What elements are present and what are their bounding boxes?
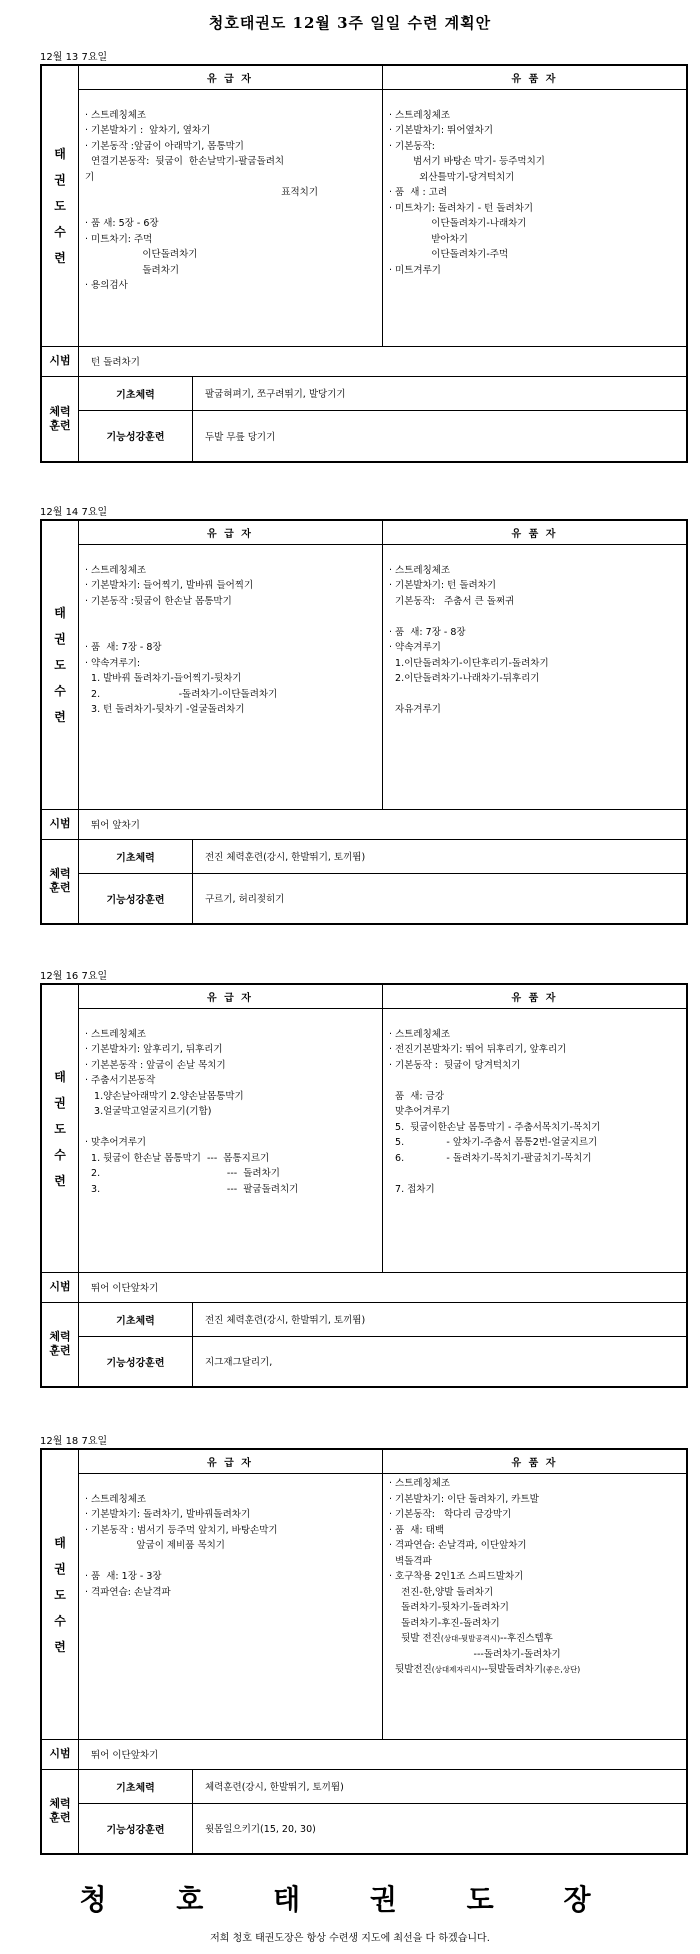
side-label-demo: 시범 [49, 1280, 71, 1293]
curriculum-line: · 스트레칭체조 [389, 1478, 451, 1489]
curriculum-line: 이단돌려차기 [85, 249, 198, 260]
basic-fitness-content: 전진 체력훈련(강시, 한발뛰기, 토끼뜀) [205, 1315, 366, 1326]
curriculum-line: 2. --- 돌려차기 [85, 1168, 280, 1179]
curriculum-line: 3.얼굴막고얼굴지르기(기합) [85, 1106, 212, 1117]
curriculum-line [85, 92, 375, 108]
curriculum-line: · 용의검사 [85, 280, 128, 291]
curriculum-line: 맞추어겨루기 [389, 1106, 451, 1117]
curriculum-line: · 품 새: 1장 - 3장 [85, 1571, 162, 1582]
side-char: 태 [54, 1069, 66, 1084]
curriculum-line: · 품 새: 5장 - 6장 [85, 218, 159, 229]
curriculum-line: · 품 새: 7장 - 8장 [85, 642, 162, 653]
curriculum-line: 뒷발 전진(상대-뒷발공격시)--후진스텝후 [389, 1633, 553, 1644]
label-functional: 기능성강훈련 [106, 1824, 165, 1836]
curriculum-line: · 기본발차기: 이단 돌려차기, 카트발 [389, 1493, 539, 1505]
curriculum-line: 자유겨루기 [389, 704, 441, 715]
side-char: 련 [54, 1173, 66, 1188]
curriculum-line: · 스트레칭체조 [85, 1493, 147, 1505]
side-label-training [42, 521, 78, 809]
curriculum-line [85, 547, 375, 563]
curriculum-line: · 미트차기: 주먹 [85, 233, 153, 245]
side-char: 권 [54, 1561, 66, 1576]
side-label-training [42, 1450, 78, 1739]
curriculum-line [85, 1476, 375, 1492]
side-char: 도 [54, 658, 66, 672]
curriculum-line: · 주춤서기본동작 [85, 1075, 156, 1086]
side-label-training [42, 66, 78, 346]
day-date: 12월 16 7요일 [40, 971, 108, 982]
side-char: 수 [54, 684, 66, 698]
curriculum-line: · 기본발차기: 들어찍기, 발바꿔 들어찍기 [85, 580, 254, 591]
curriculum-line: · 기본발차기: 뛰어옆차기 [389, 125, 494, 136]
curriculum-line: · 기본동작: 학다리 금강막기 [389, 1509, 512, 1520]
curriculum-line: 돌려차기 [85, 264, 180, 276]
grade-curriculum [79, 547, 381, 807]
label-basic-fitness: 기초체력 [116, 852, 155, 864]
curriculum-line [85, 1120, 375, 1136]
curriculum-line: · 스트레칭체조 [389, 109, 451, 121]
curriculum-line: · 기본본동작 : 앞굽이 손날 목치기 [85, 1059, 226, 1071]
curriculum-line: · 기본발차기: 앞후리기, 뒤후리기 [85, 1044, 223, 1055]
curriculum-line [85, 1011, 375, 1027]
side-label-demo: 시범 [49, 1747, 71, 1760]
curriculum-line [389, 1073, 679, 1089]
curriculum-line: 표적치기 [85, 187, 318, 198]
side-char: 련 [54, 1639, 66, 1654]
functional-content: 구르기, 허리젖히기 [205, 894, 285, 905]
side-label-fitness: 체력 훈련 [49, 404, 71, 432]
label-functional: 기능성강훈련 [106, 432, 165, 443]
curriculum-line: 1.양손날아래막기 2.양손날몸통막기 [85, 1090, 244, 1102]
basic-fitness-content: 팔굽혀펴기, 쪼구려뛰기, 발당기기 [205, 389, 346, 400]
side-char: 련 [54, 251, 66, 265]
curriculum-line: 외산틀막기-당겨턱치기 [389, 171, 515, 183]
curriculum-line: · 스트레칭체조 [389, 1028, 451, 1040]
curriculum-line: 1.이단돌려차기-이단후리기-돌려차기 [389, 657, 549, 669]
curriculum-line: 품 새: 금강 [389, 1090, 445, 1102]
gym-name: 청 호 태 권 도 장 [79, 1883, 621, 1916]
day-date: 12월 14 7요일 [40, 507, 108, 518]
curriculum-line: ---돌려차기-돌려차기 [389, 1648, 561, 1660]
curriculum-line: · 스트레칭체조 [85, 109, 147, 121]
curriculum-line [389, 547, 679, 563]
dan-curriculum [383, 1476, 685, 1737]
day-date: 12월 18 7요일 [40, 1436, 108, 1447]
basic-fitness-content: 체력훈련(강시, 한발뛰기, 토끼뜀) [205, 1782, 344, 1793]
side-label-demo: 시범 [49, 354, 71, 367]
document-title: 청호태권도 12월 3주 일일 수련 계획안 [208, 14, 492, 32]
footer-slogan: 저희 청호 태권도장은 항상 수련생 지도에 최선을 다 하겠습니다. [210, 1933, 490, 1944]
side-char: 도 [54, 1587, 66, 1602]
curriculum-line [389, 1011, 679, 1027]
demo-content: 뛰어 이단앞차기 [91, 1750, 159, 1761]
day-plan-table [40, 519, 688, 925]
curriculum-line: 7. 접차기 [389, 1183, 435, 1195]
side-label-demo: 시범 [49, 817, 71, 830]
side-char: 수 [54, 1613, 66, 1628]
dan-curriculum [383, 547, 685, 807]
header-dan: 유 품 자 [382, 66, 686, 90]
curriculum-line: · 기본동작 : 뒷굽이 당겨턱치기 [389, 1059, 521, 1071]
side-char: 도 [54, 1121, 66, 1136]
curriculum-line [389, 1678, 679, 1694]
curriculum-line: 앞굽이 제비품 목치기 [85, 1540, 225, 1551]
curriculum-line: 연결기본동작: 뒷굽이 한손날막기-팔굽돌려치 [85, 156, 285, 167]
curriculum-line: · 품 새 : 고려 [389, 187, 448, 198]
curriculum-line: · 기본발차기: 턴 돌려차기 [389, 580, 497, 591]
demo-content: 뛰어 이단앞차기 [91, 1283, 159, 1294]
basic-fitness-content: 전진 체력훈련(강시, 한발뛰기, 토끼뜀) [205, 852, 366, 863]
grade-curriculum [79, 1476, 381, 1737]
side-char: 련 [54, 710, 66, 724]
side-char: 수 [54, 225, 66, 239]
label-basic-fitness: 기초체력 [116, 389, 155, 401]
curriculum-line: 받아차기 [389, 233, 468, 245]
curriculum-line [389, 1166, 679, 1182]
curriculum-line: 이단돌려차기-나래차기 [389, 218, 527, 229]
side-char: 수 [54, 1147, 66, 1162]
curriculum-line: · 약속겨루기 [389, 642, 441, 653]
curriculum-line [389, 687, 679, 703]
curriculum-line: 2. -돌려차기-이단돌려차기 [85, 688, 278, 700]
label-functional: 기능성강훈련 [106, 894, 165, 906]
header-grade: 유 급 자 [78, 66, 382, 90]
header-grade: 유 급 자 [78, 985, 382, 1009]
curriculum-line [389, 609, 679, 625]
curriculum-line [85, 609, 375, 625]
curriculum-line: · 스트레칭체조 [85, 564, 147, 576]
curriculum-line: 2.이단돌려차기-나래차기-뒤후리기 [389, 673, 540, 684]
curriculum-line: · 기본동작: [389, 140, 435, 152]
functional-content: 윗몸일으키기(15, 20, 30) [205, 1824, 316, 1835]
functional-content: 지그재그달리기, [205, 1357, 273, 1368]
curriculum-line: · 기본발차기: 돌려차기, 발바꿔돌려차기 [85, 1509, 251, 1520]
curriculum-line [85, 1554, 375, 1570]
dan-curriculum [383, 92, 685, 344]
header-dan: 유 품 자 [382, 521, 686, 545]
side-char: 태 [54, 606, 66, 620]
curriculum-line: · 격파연습: 손날격파 [85, 1586, 171, 1598]
side-label-fitness: 체력 훈련 [49, 867, 71, 894]
curriculum-line: 기 [85, 171, 95, 183]
curriculum-line: · 기본동작 :앞굽이 아래막기, 몸통막기 [85, 140, 244, 152]
curriculum-line: 5. - 앞차기-주춤서 몸통2번-얼굴지르기 [389, 1137, 598, 1148]
side-label-fitness: 체력 훈련 [49, 1797, 71, 1824]
label-functional: 기능성강훈련 [106, 1357, 165, 1369]
side-char: 도 [54, 199, 66, 213]
header-dan: 유 품 자 [382, 985, 686, 1009]
curriculum-line: 3. --- 팔굽돌려치기 [85, 1183, 299, 1195]
day-plan-table [40, 64, 688, 463]
side-char: 권 [54, 1095, 66, 1110]
curriculum-line: · 호구착용 2인1조 스피드발차기 [389, 1571, 524, 1582]
side-label-fitness: 체력 훈련 [49, 1330, 71, 1357]
curriculum-line: 벽돌격파 [389, 1555, 432, 1567]
functional-content: 두발 무릎 당기기 [205, 431, 276, 443]
curriculum-line: · 약속겨루기: [85, 657, 141, 669]
curriculum-line: · 전진기본발차기: 뛰어 뒤후리기, 앞후리기 [389, 1044, 567, 1055]
curriculum-line: · 기본동작 :뒷굽이 한손날 몸통막기 [85, 595, 232, 607]
label-basic-fitness: 기초체력 [116, 1315, 155, 1327]
curriculum-line: 이단돌려차기-주먹 [389, 249, 509, 260]
curriculum-line: · 스트레칭체조 [389, 564, 451, 576]
curriculum-line: · 스트레칭체조 [85, 1028, 147, 1040]
dan-curriculum [383, 1011, 685, 1270]
label-basic-fitness: 기초체력 [116, 1782, 155, 1794]
curriculum-line: 5. 뒷굽이한손날 몸통막기 - 주춤서목치기-목치기 [389, 1121, 601, 1133]
curriculum-line: · 미트차기: 돌려차기 - 턴 돌려차기 [389, 202, 534, 214]
curriculum-line [389, 92, 679, 108]
curriculum-line: · 미트겨루기 [389, 264, 441, 276]
side-char: 권 [54, 632, 66, 646]
curriculum-line: 돌려차기-뒷차기-돌려차기 [389, 1602, 509, 1613]
header-dan: 유 품 자 [382, 1450, 686, 1474]
curriculum-line: · 맞추어겨루기 [85, 1137, 147, 1148]
curriculum-line: 범서기 바탕손 막기- 등주먹치기 [389, 156, 545, 167]
curriculum-line: 1. 발바꿔 돌려차기-들어찍기-뒷차기 [85, 673, 242, 684]
curriculum-line: 돌려차기-후진-돌려차기 [389, 1617, 500, 1629]
curriculum-line: · 품 새: 7장 - 8장 [389, 626, 466, 638]
side-char: 태 [54, 147, 66, 161]
demo-content: 뛰어 앞차기 [91, 820, 140, 831]
curriculum-line: · 기본동작 : 범서기 등주먹 앞치기, 바탕손막기 [85, 1524, 278, 1536]
curriculum-line: · 격파연습: 손날격파, 이단앞차기 [389, 1540, 527, 1551]
day-plan-table [40, 983, 688, 1388]
curriculum-line [85, 625, 375, 641]
day-date: 12월 13 7요일 [40, 52, 108, 63]
side-char: 태 [54, 1535, 66, 1550]
grade-curriculum [79, 1011, 381, 1270]
curriculum-line: 1. 뒷굽이 한손날 몸통막기 --- 몸통지르기 [85, 1152, 270, 1164]
day-plan-table [40, 1448, 688, 1855]
header-grade: 유 급 자 [78, 1450, 382, 1474]
curriculum-line: 6. - 돌려차기-목치기-팔굽치기-목치기 [389, 1152, 592, 1164]
side-char: 권 [54, 173, 66, 187]
side-label-training [42, 985, 78, 1272]
curriculum-line: 기본동작: 주춤서 큰 돌쩌귀 [389, 595, 515, 607]
curriculum-line: 3. 턴 돌려차기-뒷차기 -얼굴돌려차기 [85, 704, 245, 715]
curriculum-line: 전진-한,양발 돌려차기 [389, 1586, 494, 1598]
curriculum-line: · 기본발차기 : 앞차기, 옆차기 [85, 125, 211, 136]
header-grade: 유 급 자 [78, 521, 382, 545]
curriculum-line [85, 201, 375, 217]
curriculum-line: 뒷발전진(상대제자리시)--뒷발돌려차기(좋은,상단) [389, 1664, 581, 1675]
curriculum-line: · 품 새: 태백 [389, 1524, 445, 1536]
demo-content: 턴 돌려차기 [91, 357, 140, 368]
grade-curriculum [79, 92, 381, 344]
